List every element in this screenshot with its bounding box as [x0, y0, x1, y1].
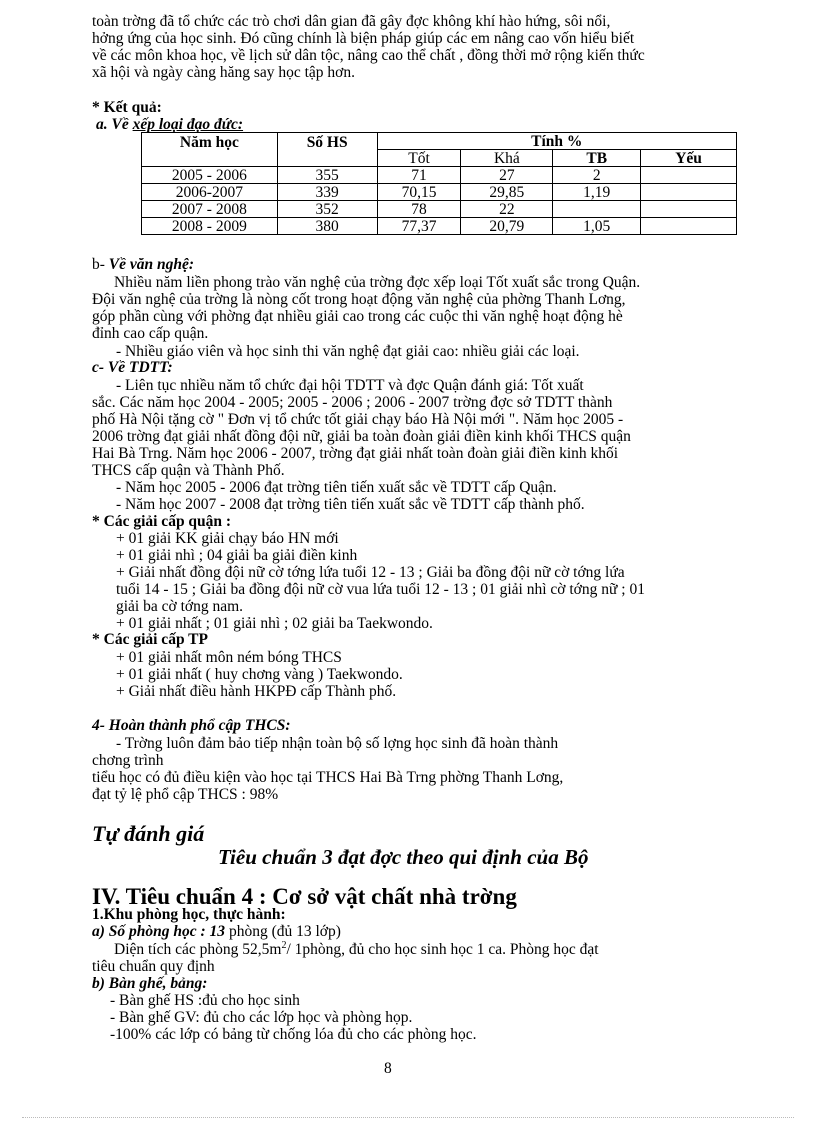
universal-heading: 4- Hoàn thành phổ cập THCS:	[92, 717, 291, 734]
arts-line: đỉnh cao cấp quận.	[92, 325, 209, 342]
col-tb-header: TB	[553, 150, 641, 167]
table-row	[142, 184, 737, 201]
area-line	[114, 939, 599, 958]
cell-tb	[553, 201, 641, 218]
furniture-line: - Bàn ghế GV: đủ cho các lớp học và phòng họp.	[110, 1009, 413, 1026]
header-spacer	[142, 150, 278, 167]
sports-line: Hai Bà Trng. Năm học 2006 - 2007, trờng đạt giải nhất toàn đoàn giải điền kinh khối	[92, 445, 619, 462]
cell-year: 2005 - 2006	[142, 167, 278, 184]
col-count-header: Số HS	[277, 133, 377, 150]
cell-count: 352	[277, 201, 377, 218]
sports-line: THCS cấp quận và Thành Phố.	[92, 462, 285, 479]
area-prefix: Diện tích các phòng 52,5m	[114, 941, 282, 958]
cell-kha: 27	[461, 167, 553, 184]
col-yeu-header: Yếu	[641, 150, 737, 167]
furniture-line: -100% các lớp có bảng từ chống lóa đủ cho các phòng học.	[110, 1026, 477, 1043]
cell-year: 2007 - 2008	[142, 201, 278, 218]
sports-line: phố Hà Nội tặng cờ " Đơn vị tổ chức tốt giải chạy báo Hà Nội mới ". Năm học 2005 -	[92, 411, 624, 428]
city-award-line: + 01 giải nhất ( huy chơng vàng ) Taekwondo.	[116, 666, 403, 683]
cell-tot: 77,37	[377, 218, 461, 235]
cell-year: 2006-2007	[142, 184, 278, 201]
classrooms-heading: 1.Khu phòng học, thực hành:	[92, 906, 286, 923]
sports-heading: c- Về TDTT:	[92, 359, 173, 376]
header-spacer	[277, 150, 377, 167]
arts-line: Đội văn nghệ của trờng là nòng cốt trong hoạt động văn nghệ của phờng Thanh Lơng,	[92, 291, 626, 308]
cell-tb: 1,05	[553, 218, 641, 235]
rooms-label: a) Số phòng học : 13	[92, 923, 226, 940]
rooms-value: phòng (đủ 13 lớp)	[225, 923, 341, 940]
district-award-line: tuổi 14 - 15 ; Giải ba đồng đội nữ cờ vua lứa tuổi 12 - 13 ; 01 giải nhì cờ tớng nữ ; 01	[116, 581, 645, 598]
district-awards-heading: * Các giải cấp quận :	[92, 513, 232, 530]
morality-table	[141, 132, 737, 235]
table-row	[142, 218, 737, 235]
cell-tb: 2	[553, 167, 641, 184]
cell-yeu	[641, 201, 737, 218]
intro-line: hởng ứng của học sinh. Đó cũng chính là biện pháp giúp các em nâng cao vốn hiểu biết	[92, 30, 635, 47]
sports-line: 2006 trờng đạt giải nhất đồng đội nữ, giải ba toàn đoàn giải điền kinh khối THCS quận	[92, 428, 631, 445]
table-row	[142, 201, 737, 218]
arts-prefix: b-	[92, 256, 109, 273]
col-kha-header: Khá	[461, 150, 553, 167]
arts-line: Nhiều năm liền phong trào văn nghệ của trờng đợc xếp loại Tốt xuất sắc trong Quận.	[114, 274, 641, 291]
page-number: 8	[384, 1060, 392, 1077]
city-award-line: + Giải nhất điều hành HKPĐ cấp Thành phố.	[116, 683, 397, 700]
sports-line: sắc. Các năm học 2004 - 2005; 2005 - 2006 ; 2006 - 2007 trờng đợc sở TDTT thành	[92, 394, 613, 411]
morality-subheading	[96, 117, 243, 132]
cell-yeu	[641, 218, 737, 235]
district-award-line: + 01 giải KK giải chạy báo HN mới	[116, 530, 339, 547]
intro-line: xã hội và ngày càng hăng say học tập hơn.	[92, 64, 356, 81]
cell-count: 380	[277, 218, 377, 235]
cell-count: 355	[277, 167, 377, 184]
self-eval-heading: Tự đánh giá	[92, 821, 205, 846]
morality-prefix: a. Về	[96, 116, 133, 133]
self-eval-statement: Tiêu chuẩn 3 đạt đợc theo qui định của Bộ	[218, 845, 589, 869]
intro-line: toàn trờng đã tổ chức các trò chơi dân gian đã gây đợc không khí hào hứng, sôi nổi,	[92, 13, 611, 30]
furniture-line: - Bàn ghế HS :đủ cho học sinh	[110, 992, 300, 1009]
district-award-line: + 01 giải nhất ; 01 giải nhì ; 02 giải ba Taekwondo.	[116, 615, 433, 632]
city-awards-heading: * Các giải cấp TP	[92, 631, 208, 648]
table-row	[142, 167, 737, 184]
district-award-line: + Giải nhất đồng đội nữ cờ tớng lứa tuổi 12 - 13 ; Giải ba đồng đội nữ cờ tớng lứa	[116, 564, 625, 581]
cell-yeu	[641, 184, 737, 201]
sports-line: - Năm học 2005 - 2006 đạt trờng tiên tiến xuất sắc về TDTT cấp Quận.	[116, 479, 557, 496]
morality-label: xếp loại đạo đức:	[132, 116, 244, 133]
intro-line: về các môn khoa học, về lịch sử dân tộc, nâng cao thể chất , đồng thời mở rộng kiến thức	[92, 47, 645, 64]
universal-line: tiểu học có đủ điều kiện vào học tại THCS Hai Bà Trng phờng Thanh Lơng,	[92, 769, 564, 786]
rooms-line	[92, 924, 341, 939]
furniture-heading: b) Bàn ghế, bảng:	[92, 975, 208, 992]
cell-kha: 29,85	[461, 184, 553, 201]
cell-tot: 70,15	[377, 184, 461, 201]
cell-kha: 22	[461, 201, 553, 218]
district-award-line: giải ba cờ tớng nam.	[116, 598, 244, 615]
cell-tb: 1,19	[553, 184, 641, 201]
footer-divider	[22, 1117, 794, 1118]
area-suffix: / 1phòng, đủ cho học sinh học 1 ca. Phòng học đạt	[286, 941, 599, 958]
cell-year: 2008 - 2009	[142, 218, 278, 235]
sports-line: - Năm học 2007 - 2008 đạt trờng tiên tiến xuất sắc về TDTT cấp thành phố.	[116, 496, 585, 513]
cell-yeu	[641, 167, 737, 184]
universal-line: - Trờng luôn đảm bảo tiếp nhận toàn bộ số lợng học sinh đã hoàn thành	[116, 735, 559, 752]
results-heading: * Kết quả:	[92, 99, 162, 116]
cell-tot: 78	[377, 201, 461, 218]
arts-line: - Nhiều giáo viên và học sinh thi văn nghệ đạt giải cao: nhiều giải các loại.	[116, 343, 580, 360]
cell-kha: 20,79	[461, 218, 553, 235]
standard4-heading: IV. Tiêu chuẩn 4 : Cơ sở vật chất nhà trờng	[92, 884, 517, 909]
universal-line: đạt tỷ lệ phổ cập THCS : 98%	[92, 786, 279, 803]
arts-line: góp phần cùng với phờng đạt nhiều giải cao trong các cuộc thi văn nghệ hoạt động hè	[92, 308, 623, 325]
district-award-line: + 01 giải nhì ; 04 giải ba giải điền kinh	[116, 547, 358, 564]
universal-line: chơng trình	[92, 752, 164, 769]
cell-count: 339	[277, 184, 377, 201]
arts-label: Về văn nghệ:	[108, 256, 195, 273]
arts-heading	[92, 257, 194, 272]
cell-tot: 71	[377, 167, 461, 184]
col-pct-header: Tính %	[377, 133, 736, 150]
city-award-line: + 01 giải nhất môn ném bóng THCS	[116, 649, 342, 666]
col-tot-header: Tốt	[377, 150, 461, 167]
area-sup: 2	[281, 939, 287, 951]
col-year-header: Năm học	[142, 133, 278, 150]
sports-line: - Liên tục nhiều năm tổ chức đại hội TDTT và đợc Quận đánh giá: Tốt xuất	[116, 377, 584, 394]
area-line: tiêu chuẩn quy định	[92, 958, 215, 975]
